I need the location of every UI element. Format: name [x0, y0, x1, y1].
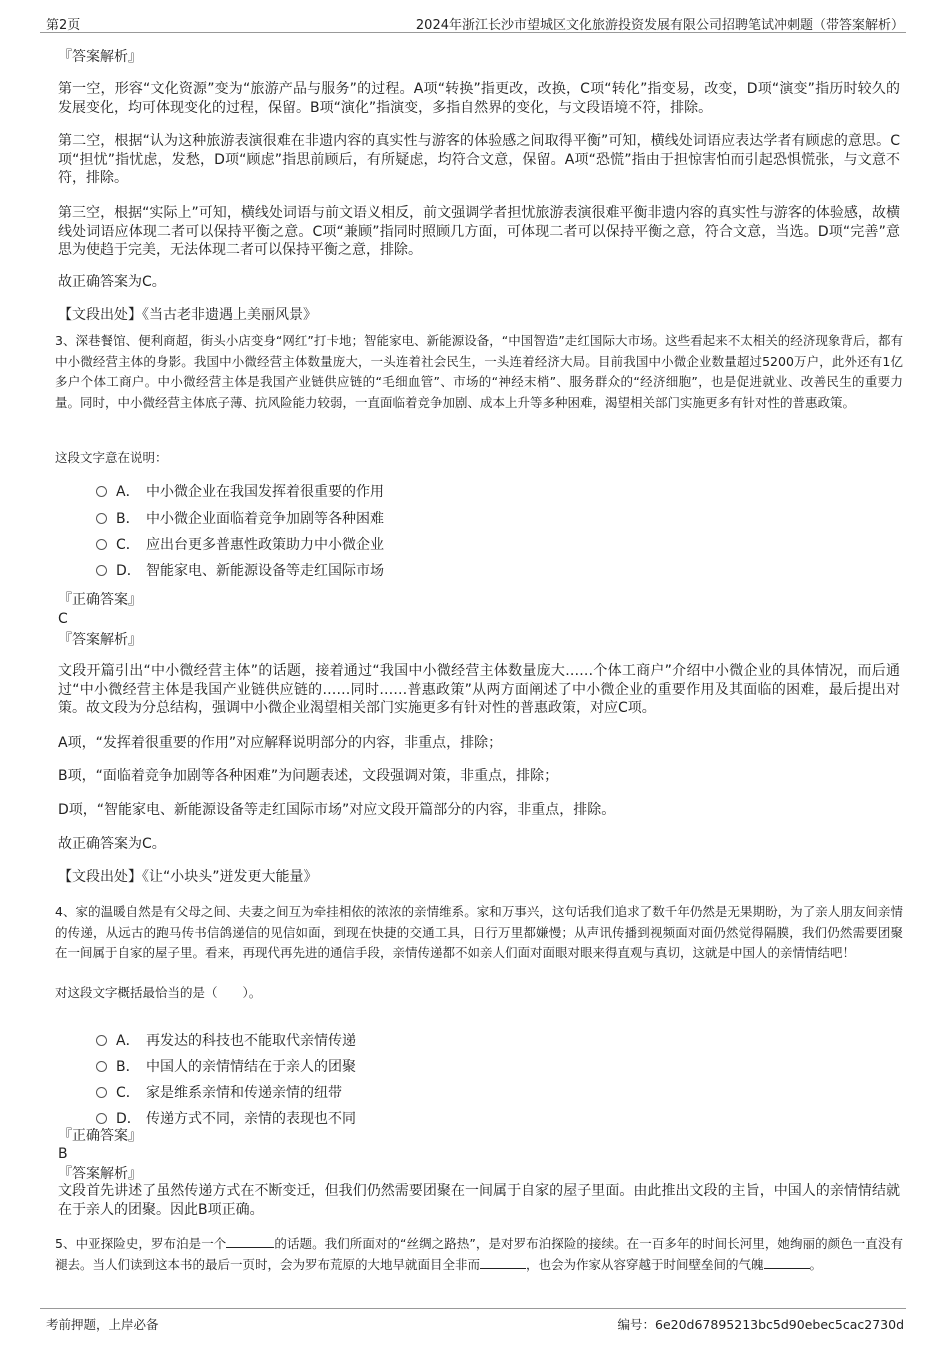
q4-option-a[interactable]: A． 再发达的科技也不能取代亲情传递 — [96, 1031, 356, 1051]
radio-icon[interactable] — [96, 1035, 107, 1046]
page-footer — [40, 1308, 906, 1335]
q5-stem: 5、中亚探险史，罗布泊是一个 的话题。我们所面对的“丝绸之路热”，是对罗布泊探险的接续。在一百多年的时间长河里，她绚丽的颜色一直没有褪去。当人们读到这本书的最后一页时，会为罗布荒原的大地早就面目全非而 ，也会为作家从容穿越于时间壁垒间的气魄 。 — [55, 1236, 903, 1272]
q3-question: 这段文字意在说明： — [55, 450, 168, 465]
q4-correct-label: 『正确答案』 — [58, 1128, 142, 1144]
q3-correct-label: 『正确答案』 — [58, 592, 142, 608]
q3-option-a[interactable]: A． 中小微企业在我国发挥着很重要的作用 — [96, 482, 384, 502]
q2-source: 【文段出处】《当古老非遗遇上美丽风景》 — [58, 307, 317, 323]
page-number: 第2页 — [46, 18, 81, 33]
q4-option-d[interactable]: D． 传递方式不同，亲情的表现也不同 — [96, 1109, 356, 1129]
q4-correct-answer: B — [58, 1146, 68, 1162]
q3-correct-answer: C — [58, 611, 68, 627]
q3-analysis-p1: 文段开篇引出“中小微经营主体”的话题，接着通过“我国中小微经营主体数量庞大……个体工商户”介绍中小微企业的具体情况，而后通过“中小微经营主体是我国产业链供应链的……同时……普惠政策”从两方面阐述了中小微企业的重要作用及其面临的困难，最后提出对策。故文段为分总结构，强调中小微企业渴望相关部门实施更多有针对性的普惠政策，对应C项。 — [58, 663, 900, 716]
q3-option-d[interactable]: D． 智能家电、新能源设备等走红国际市场 — [96, 561, 384, 581]
q3-analysis-label: 『答案解析』 — [58, 632, 142, 648]
radio-icon[interactable] — [96, 539, 107, 550]
blank-2 — [480, 1256, 526, 1269]
footer-slogan: 考前押题，上岸必备 — [46, 1317, 159, 1332]
radio-icon[interactable] — [96, 1061, 107, 1072]
q4-question: 对这段文字概括最恰当的是（ ）。 — [55, 985, 262, 1000]
radio-icon[interactable] — [96, 1113, 107, 1124]
radio-icon[interactable] — [96, 486, 107, 497]
q3-analysis-p3: B项，“面临着竞争加剧等各种困难”为问题表述，文段强调对策，非重点，排除； — [58, 768, 559, 784]
q3-stem: 3、深巷餐馆、便利商超，街头小店变身“网红”打卡地；智能家电、新能源设备，“中国智造”走红国际大市场。这些看起来不太相关的经济现象背后，都有中小微经营主体的身影。我国中小微经营主体数量庞大，一头连着社会民生，一头连着经济大局。目前我国中小微企业数量超过5200万户，此外还有1亿多户个体工商户。中小微经营主体是我国产业链供应链的“毛细血管”、市场的“神经末梢”、服务群众的“经济细胞”，也是促进就业、改善民生的重要力量。同时，中小微经营主体底子薄、抗风险能力较弱，一直面临着竞争加剧、成本上升等多种困难，渴望相关部门实施更多有针对性的普惠政策。 — [55, 333, 903, 410]
q3-analysis-p4: D项，“智能家电、新能源设备等走红国际市场”对应文段开篇部分的内容，非重点，排除。 — [58, 802, 616, 818]
blank-1 — [226, 1235, 274, 1248]
radio-icon[interactable] — [96, 565, 107, 576]
q4-stem: 4、家的温暖自然是有父母之间、夫妻之间互为牵挂相依的浓浓的亲情维系。家和万事兴，这句话我们追求了数千年仍然是无果期盼，为了亲人朋友间亲情的传递，从远古的跑马传书信鸽递信的见信如面，到现在快捷的交通工具，日行万里都嫌慢；从声讯传播到视频面对面仍然觉得隔膜，我们仍然需要团聚在一间属于自家的屋子里。看来，再现代再先进的通信手段，亲情传递都不如亲人们面对面眼对眼来得直观与真切，这就是中国人的亲情情结吧！ — [55, 904, 903, 960]
q2-analysis-label: 『答案解析』 — [58, 49, 142, 65]
q4-option-b[interactable]: B． 中国人的亲情情结在于亲人的团聚 — [96, 1057, 356, 1077]
radio-icon[interactable] — [96, 513, 107, 524]
blank-3 — [764, 1256, 810, 1269]
q3-source: 【文段出处】《让“小块头”迸发更大能量》 — [58, 869, 318, 885]
q2-conclusion: 故正确答案为C。 — [58, 274, 166, 290]
q3-option-b[interactable]: B． 中小微企业面临着竞争加剧等各种困难 — [96, 509, 384, 529]
q3-option-c[interactable]: C． 应出台更多普惠性政策助力中小微企业 — [96, 535, 384, 555]
page-header — [40, 12, 906, 33]
q4-analysis-p1: 文段首先讲述了虽然传递方式在不断变迁，但我们仍然需要团聚在一间属于自家的屋子里面。由此推出文段的主旨，中国人的亲情情结就在于亲人的团聚。因此B项正确。 — [58, 1183, 900, 1218]
footer-code: 编号：6e20d67895213bc5d90ebec5cac2730d — [617, 1317, 904, 1332]
document-title: 2024年浙江长沙市望城区文化旅游投资发展有限公司招聘笔试冲刺题（带答案解析） — [415, 18, 904, 33]
q4-analysis-label: 『答案解析』 — [58, 1166, 142, 1182]
q2-analysis-p3: 第三空，根据“实际上”可知，横线处词语与前文语义相反，前文强调学者担忧旅游表演很难平衡非遗内容的真实性与游客的体验感，故横线处词语应体现二者可以保持平衡之意。C项“兼顾”指同时照顾几方面，可体现二者可以保持平衡之意，符合文意，当选。D项“完善”意思为使趋于完美，无法体现二者可以保持平衡之意，排除。 — [58, 205, 900, 258]
q2-analysis-p2: 第二空，根据“认为这种旅游表演很难在非遗内容的真实性与游客的体验感之间取得平衡”可知，横线处词语应表达学者有顾虑的意思。C项“担忧”指忧虑，发愁，D项“顾虑”指思前顾后，有所疑虑，均符合文意，保留。A项“恐慌”指由于担惊害怕而引起恐惧慌张，与文意不符，排除。 — [58, 133, 900, 186]
radio-icon[interactable] — [96, 1087, 107, 1098]
q2-analysis-p1: 第一空，形容“文化资源”变为“旅游产品与服务”的过程。A项“转换”指更改，改换，C项“转化”指变易，改变，D项“演变”指历时较久的发展变化，均可体现变化的过程，保留。B项“演化”指演变，多指自然界的变化，与文段语境不符，排除。 — [58, 81, 900, 116]
q4-option-c[interactable]: C． 家是维系亲情和传递亲情的纽带 — [96, 1083, 342, 1103]
q3-analysis-p2: A项，“发挥着很重要的作用”对应解释说明部分的内容，非重点，排除； — [58, 735, 503, 751]
q3-conclusion: 故正确答案为C。 — [58, 836, 166, 852]
